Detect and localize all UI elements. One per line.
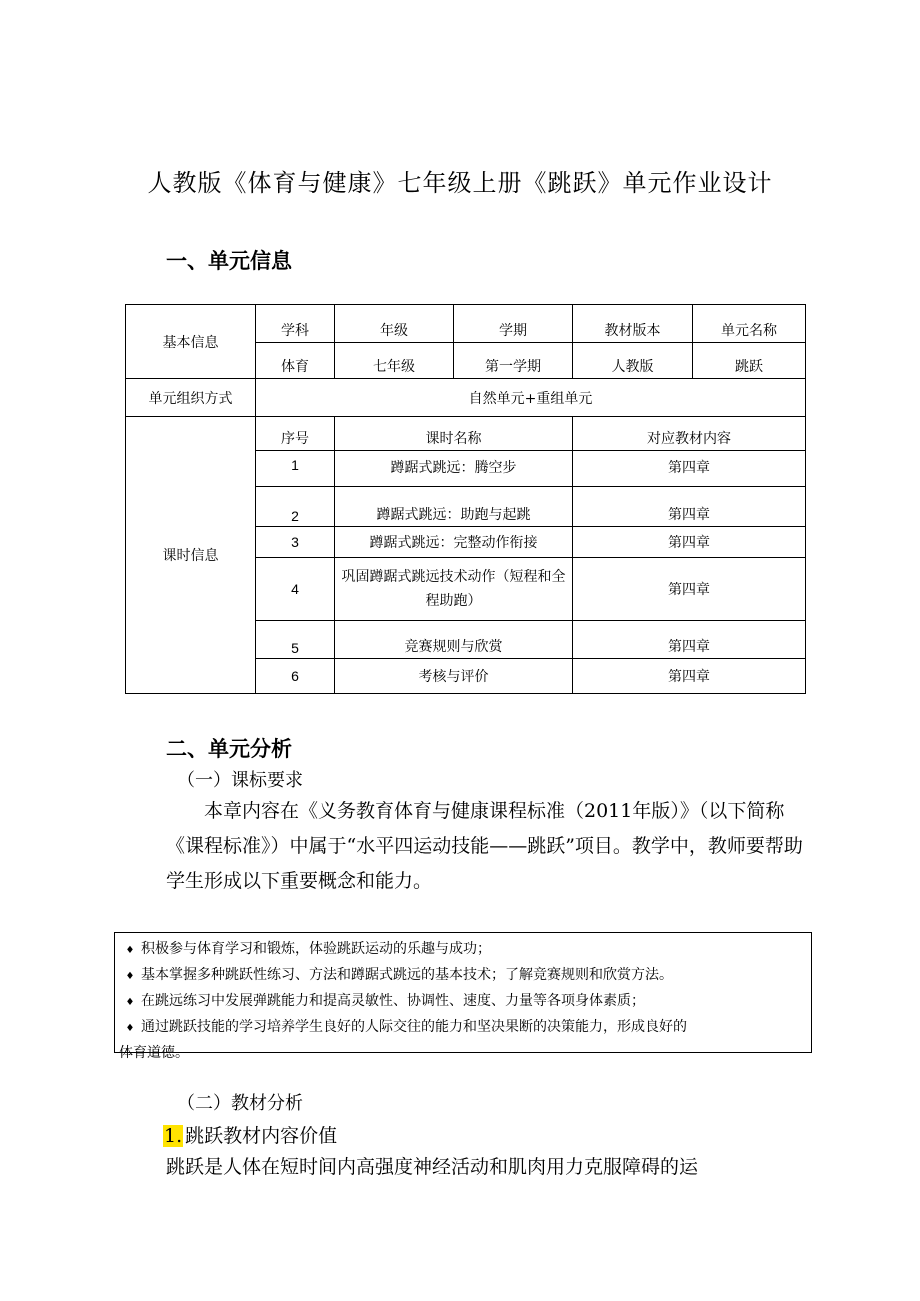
unit-info-table — [125, 304, 806, 694]
lesson-content: 第四章 — [573, 659, 806, 694]
curriculum-paragraph: 本章内容在《义务教育体育与健康课程标准（2011年版）》（以下简称《课程标准》）中属于“水平四运动技能——跳跃”项目。教学中，教师要帮助学生形成以下重要概念和能力。 — [166, 800, 803, 892]
page-title: 人教版《体育与健康》七年级上册《跳跃》单元作业设计 — [147, 169, 773, 197]
value-cell: 第一学期 — [454, 343, 573, 379]
basic-info-label: 基本信息 — [126, 305, 256, 379]
objectives-box — [114, 932, 812, 1061]
value-cell: 跳跃 — [693, 343, 806, 379]
diamond-icon: ♦ — [125, 997, 135, 1008]
org-label: 单元组织方式 — [126, 379, 256, 417]
lesson-header-content: 对应教材内容 — [573, 417, 806, 451]
diamond-icon: ♦ — [125, 945, 135, 956]
lesson-header-name: 课时名称 — [335, 417, 573, 451]
subheading-textbook-analysis: （二）教材分析 — [177, 1093, 303, 1114]
header-cell: 教材版本 — [573, 305, 693, 343]
lesson-no: 3 — [256, 527, 335, 558]
lesson-content: 第四章 — [573, 558, 806, 621]
section-heading-unit-info: 一、单元信息 — [166, 249, 292, 273]
lesson-content: 第四章 — [573, 487, 806, 527]
diamond-icon: ♦ — [125, 971, 135, 982]
lesson-no: 2 — [256, 487, 335, 527]
lesson-name: 竞赛规则与欣赏 — [335, 621, 573, 659]
item-title: 跳跃教材内容价值 — [185, 1125, 338, 1147]
lesson-content: 第四章 — [573, 527, 806, 558]
org-value: 自然单元+重组单元 — [256, 379, 806, 417]
list-item: ♦ 通过跳跃技能的学习培养学生良好的人际交往的能力和坚决果断的决策能力，形成良好的 — [119, 1015, 805, 1041]
value-cell: 体育 — [256, 343, 335, 379]
item-heading — [163, 1121, 337, 1148]
header-cell: 年级 — [335, 305, 454, 343]
lesson-info-label: 课时信息 — [126, 417, 256, 694]
lesson-name: 巩固蹲踞式跳远技术动作（短程和全程助跑） — [335, 558, 573, 621]
lesson-content: 第四章 — [573, 621, 806, 659]
lesson-name: 蹲踞式跳远：腾空步 — [335, 451, 573, 487]
lesson-name: 考核与评价 — [335, 659, 573, 694]
textbook-paragraph: 跳跃是人体在短时间内高强度神经活动和肌肉用力克服障碍的运 — [166, 1156, 699, 1178]
list-item: ♦ 积极参与体育学习和锻炼，体验跳跃运动的乐趣与成功； — [119, 937, 805, 963]
lesson-no: 5 — [256, 621, 335, 659]
lesson-no: 4 — [256, 558, 335, 621]
section-heading-unit-analysis: 二、单元分析 — [166, 737, 292, 761]
header-cell: 单元名称 — [693, 305, 806, 343]
list-item: ♦ 基本掌握多种跳跃性练习、方法和蹲踞式跳远的基本技术；了解竞赛规则和欣赏方法。 — [119, 963, 805, 989]
value-cell: 人教版 — [573, 343, 693, 379]
diamond-icon: ♦ — [125, 1023, 135, 1034]
lesson-header-no: 序号 — [256, 417, 335, 451]
header-cell: 学科 — [256, 305, 335, 343]
lesson-no: 1 — [256, 451, 335, 487]
lesson-name: 蹲踞式跳远：助跑与起跳 — [335, 487, 573, 527]
value-cell: 七年级 — [335, 343, 454, 379]
item-number: 1. — [164, 1125, 183, 1147]
lesson-content: 第四章 — [573, 451, 806, 487]
list-item-continuation: 体育道德。 — [119, 1045, 189, 1061]
subheading-curriculum: （一）课标要求 — [177, 770, 303, 791]
lesson-no: 6 — [256, 659, 335, 694]
list-item: ♦ 在跳远练习中发展弹跳能力和提高灵敏性、协调性、速度、力量等各项身体素质； — [119, 989, 805, 1015]
lesson-name: 蹲踞式跳远：完整动作衔接 — [335, 527, 573, 558]
header-cell: 学期 — [454, 305, 573, 343]
